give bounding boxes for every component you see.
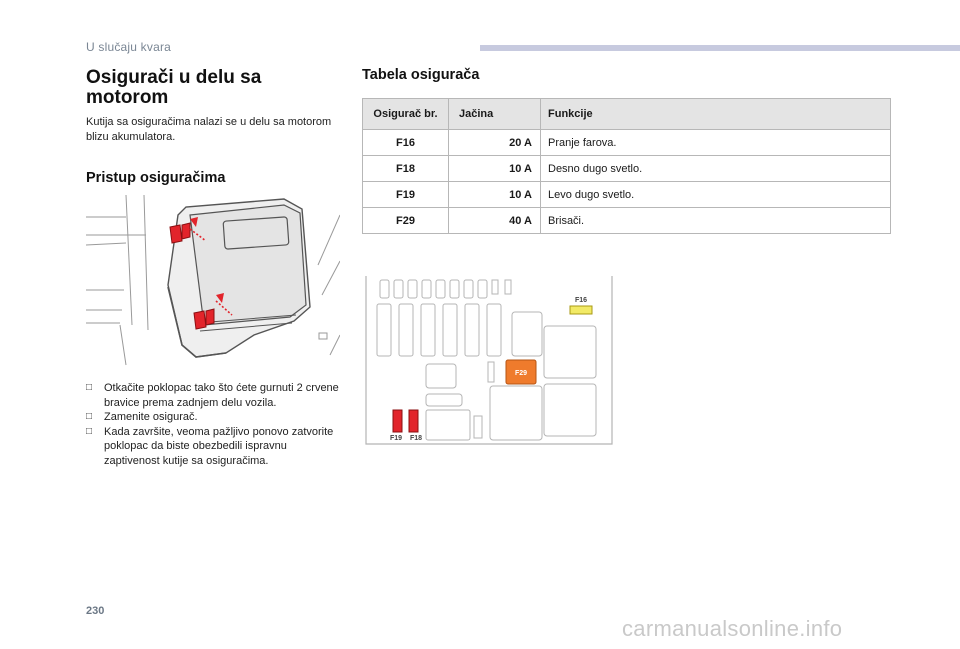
- f16-label: F16: [574, 297, 588, 304]
- small-square-bullet-icon: □: [86, 382, 93, 393]
- column-header: Funkcije: [541, 99, 891, 130]
- fuse-function: Pranje farova.: [541, 130, 891, 156]
- f29-label: F29: [514, 370, 528, 377]
- fuse-number: F19: [363, 182, 449, 208]
- list-item: □ Kada završite, veoma pažljivo ponovo zatvorite poklopac da biste obezbedili ispravnu zaptivenost kutije sa osiguračima.: [86, 425, 334, 467]
- fuse-rating: 10 A: [449, 182, 541, 208]
- fusebox-cover-illustration: [86, 195, 340, 371]
- watermark: carmanualsonline.info: [622, 616, 843, 641]
- list-item: □ Otkačite poklopac tako što ćete gurnuti 2 crvene bravice prema zadnjem delu vozila.: [86, 382, 339, 409]
- instruction-list: [86, 381, 344, 469]
- fuse-rating: 40 A: [449, 208, 541, 234]
- header-accent-bar: [480, 45, 960, 51]
- table-header-row: [363, 99, 891, 130]
- table-row: [363, 156, 891, 182]
- fuse-rating: 10 A: [449, 156, 541, 182]
- page-title: Osigurači u delu sa motorom: [86, 67, 262, 108]
- page-number: 230: [86, 605, 105, 617]
- f19-label: F19: [389, 435, 403, 442]
- fuse-function: Desno dugo svetlo.: [541, 156, 891, 182]
- f18-label: F18: [409, 435, 423, 442]
- column-header: Jačina: [449, 99, 541, 130]
- section-label: U slučaju kvara: [86, 40, 172, 54]
- fuse-table-title: Tabela osigurača: [362, 67, 480, 83]
- access-subtitle: Pristup osiguračima: [86, 170, 226, 186]
- fuse-layout-diagram: [362, 276, 614, 446]
- small-square-bullet-icon: □: [86, 411, 93, 423]
- column-header: Osigurač br.: [363, 99, 449, 130]
- fuse-function: Brisači.: [541, 208, 891, 234]
- fuse-number: F18: [363, 156, 449, 182]
- table-row: [363, 208, 891, 234]
- table-row: [363, 130, 891, 156]
- small-square-bullet-icon: □: [86, 425, 93, 437]
- fuse-table: [362, 98, 891, 234]
- intro-text: Kutija sa osiguračima nalazi se u delu sa motorom blizu akumulatora.: [86, 116, 332, 143]
- fuse-number: F29: [363, 208, 449, 234]
- fuse-rating: 20 A: [449, 130, 541, 156]
- fuse-function: Levo dugo svetlo.: [541, 182, 891, 208]
- fuse-number: F16: [363, 130, 449, 156]
- list-item: □ Zamenite osigurač.: [86, 411, 198, 424]
- table-row: [363, 182, 891, 208]
